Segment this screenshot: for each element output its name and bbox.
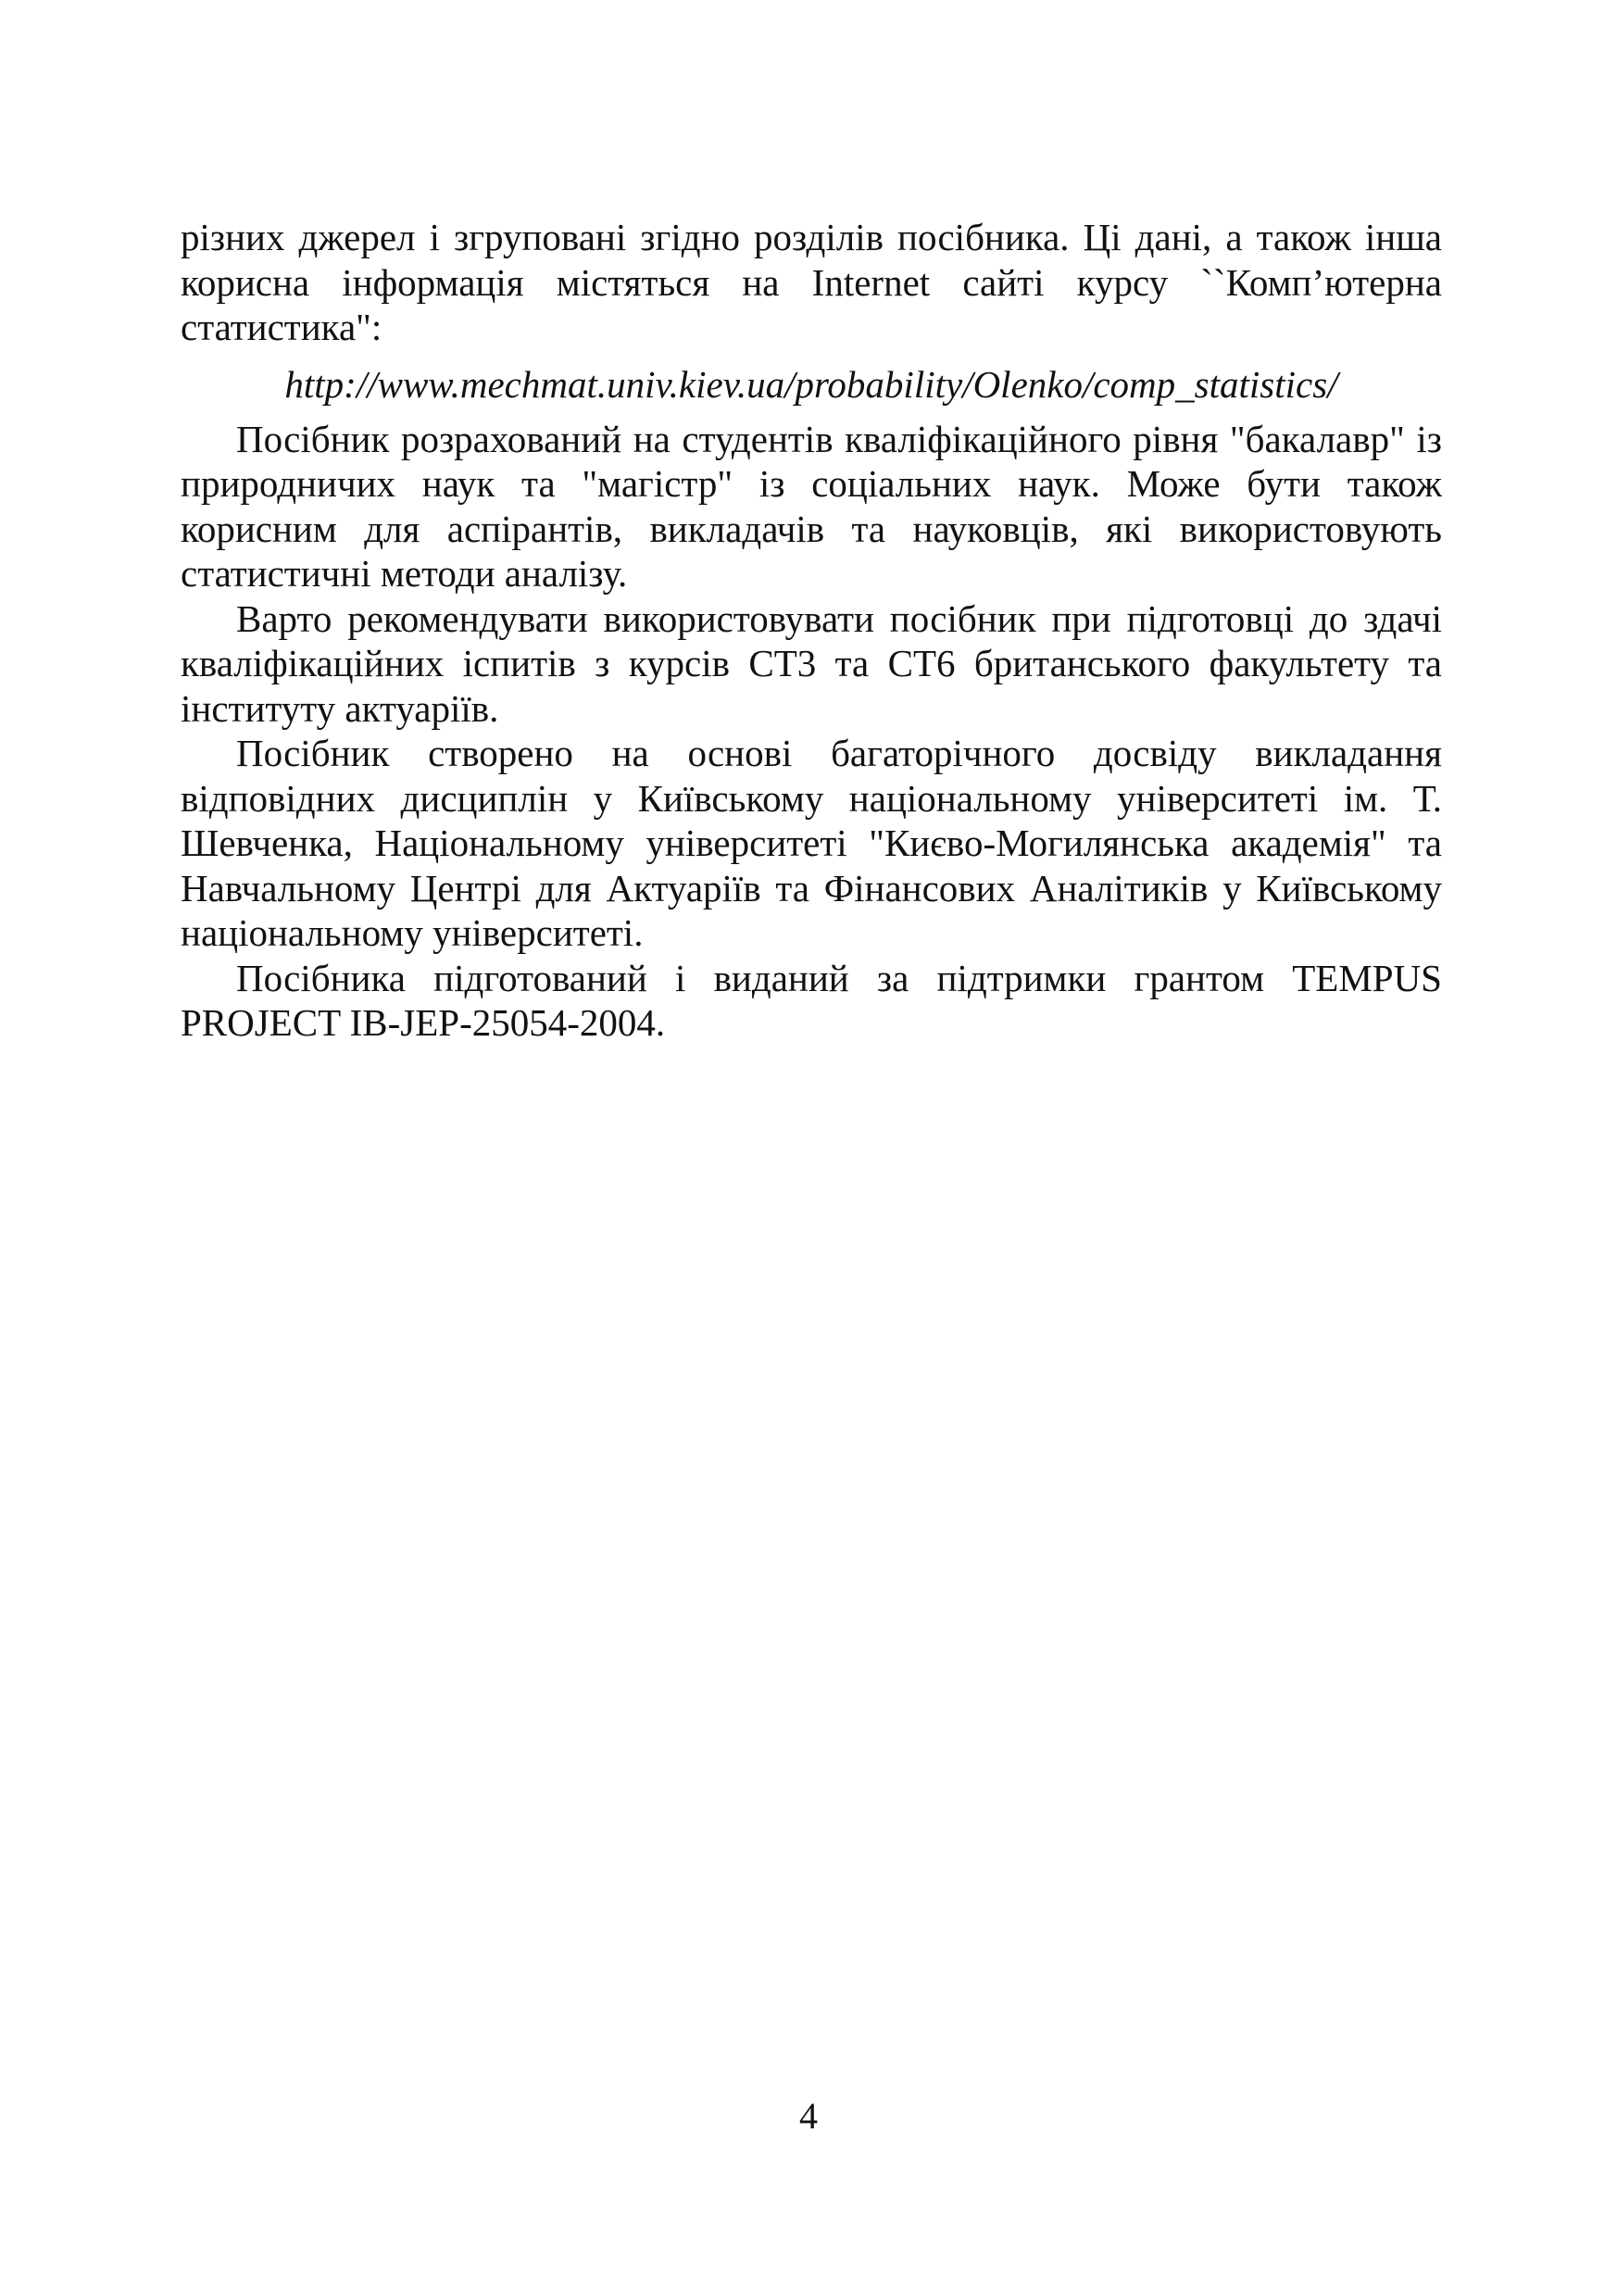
paragraph-grant: Посібника підготований і виданий за підтримки грантом TEMPUS PROJECT IB-JEP-25054-2004.	[181, 956, 1442, 1044]
paragraph-intro-continuation: різних джерел і згруповані згідно розділів посібника. Ці дані, а також інша корисна інформація містяться на Internet сайті курсу ``Комп’ютерна статистика":	[181, 216, 1442, 348]
paragraph-experience: Посібник створено на основі багаторічного досвіду викладання відповідних дисциплін у Київському національному університеті ім. Т. Шевченка, Національному університеті "Києво-Могилянська академія" та Навчальному Центрі для Актуаріїв та Фінансових Аналітиків у Київському національному університеті.	[181, 732, 1442, 954]
paragraph-audience: Посібник розрахований на студентів кваліфікаційного рівня "бакалавр" із природничих наук та "магістр" із соціальних наук. Може бути також корисним для аспірантів, викладачів та науковців, які використовують статистичні методи аналізу.	[181, 417, 1442, 595]
body-text	[181, 215, 1442, 1046]
page-number: 4	[799, 2095, 818, 2137]
course-url: http://www.mechmat.univ.kiev.ua/probability/Olenko/comp_statistics/	[284, 362, 1338, 406]
paragraph-exams: Варто рекомендувати використовувати посібник при підготовці до здачі кваліфікаційних іспитів з курсів СТ3 та СТ6 британського факультету та інституту актуаріїв.	[181, 596, 1442, 730]
